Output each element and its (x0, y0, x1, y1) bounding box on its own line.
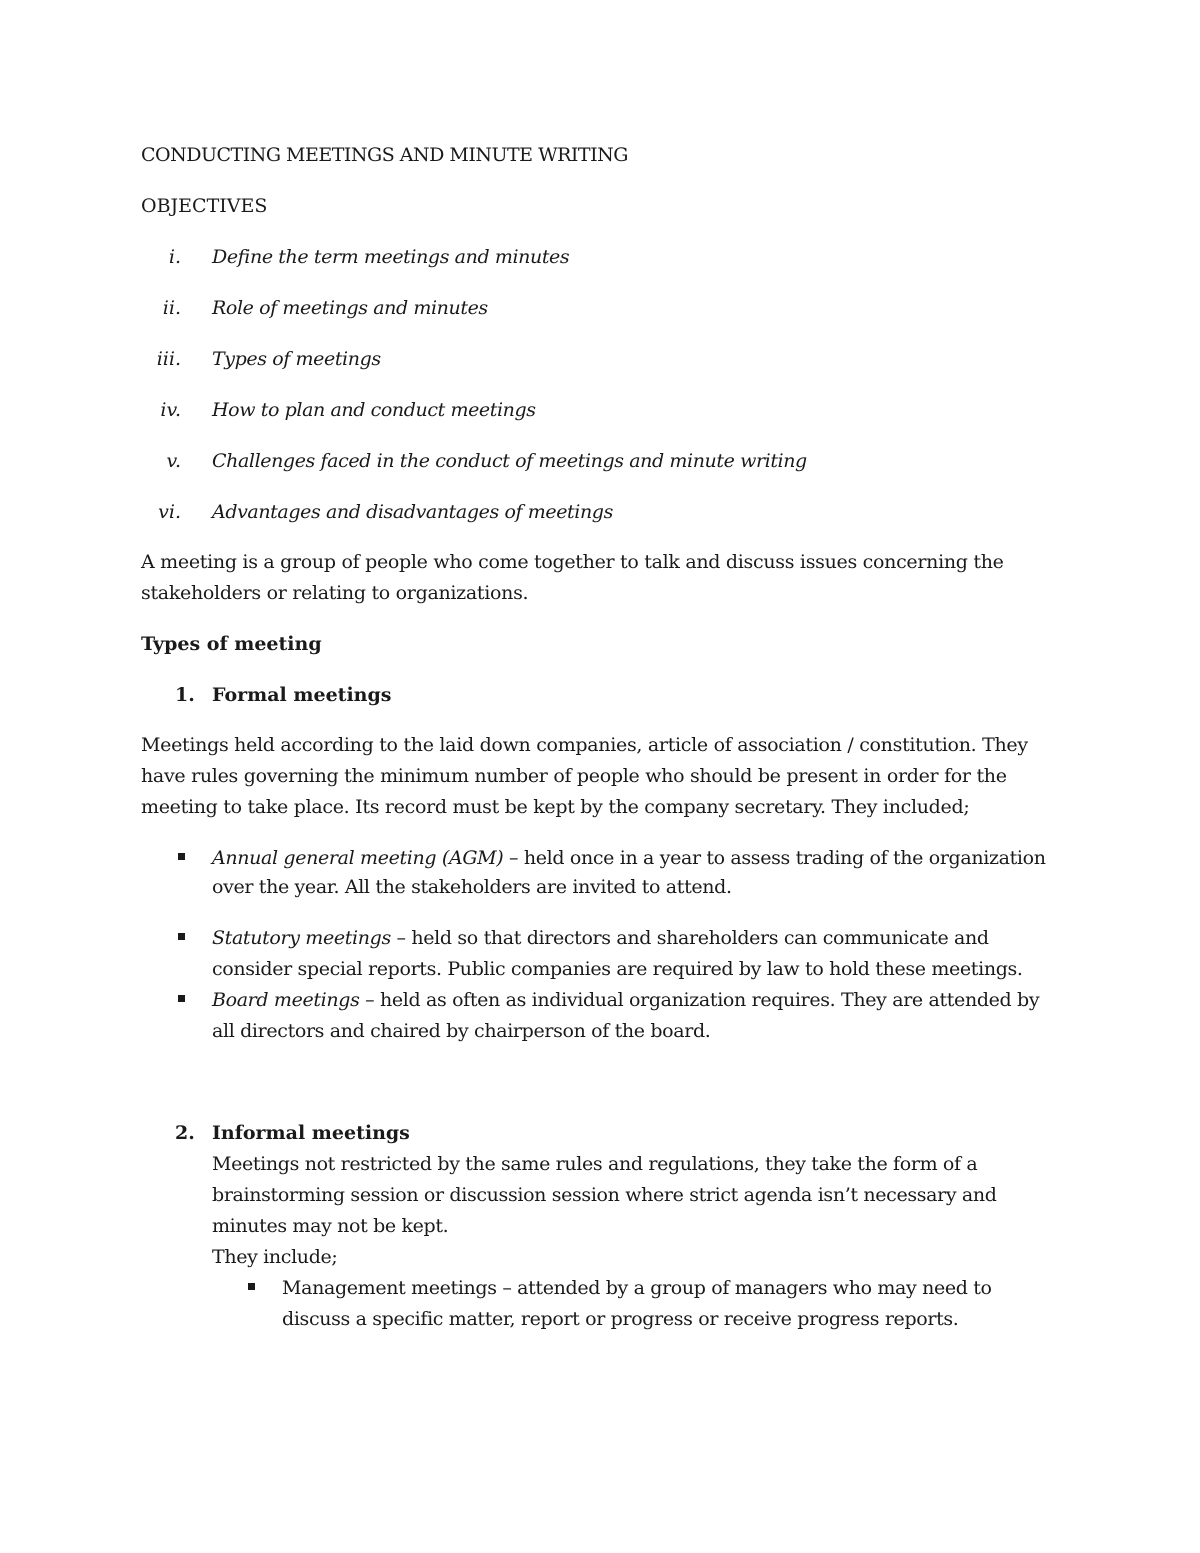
section-number: 1. (175, 684, 195, 706)
paragraph-line: minutes may not be kept. (212, 1215, 449, 1237)
paragraph-line: have rules governing the minimum number of people who should be present in order for the (141, 765, 1007, 787)
bullet-line (212, 926, 989, 950)
list-item-number: ii. (162, 297, 181, 319)
paragraph-line: Meetings held according to the laid down companies, article of association / constitution. They (141, 734, 1028, 756)
bullet-term: Board meetings (212, 989, 360, 1011)
list-item-number: iv. (160, 399, 181, 421)
bullet-line: Management meetings – attended by a group of managers who may need to (282, 1277, 992, 1299)
list-item-text: Challenges faced in the conduct of meetings and minute writing (212, 450, 807, 472)
bullet-term: Annual general meeting (AGM) (212, 847, 504, 869)
section-heading: Formal meetings (212, 684, 392, 706)
list-item-number: v. (166, 450, 181, 472)
bullet-icon (178, 995, 185, 1002)
bullet-line: discuss a specific matter, report or progress or receive progress reports. (282, 1308, 959, 1330)
bullet-line: over the year. All the stakeholders are invited to attend. (212, 876, 732, 898)
list-item-number: i. (168, 246, 181, 268)
list-item-text: Role of meetings and minutes (212, 297, 488, 319)
list-item-text: How to plan and conduct meetings (212, 399, 536, 421)
paragraph-line: A meeting is a group of people who come together to talk and discuss issues concerning the (141, 551, 1004, 573)
section-heading: Informal meetings (212, 1122, 410, 1144)
paragraph-line: brainstorming session or discussion session where strict agenda isn’t necessary and (212, 1184, 997, 1206)
list-item-text: Advantages and disadvantages of meetings (212, 501, 613, 523)
bullet-icon (248, 1283, 255, 1290)
paragraph-line: meeting to take place. Its record must be kept by the company secretary. They included; (141, 796, 970, 818)
bullet-description: – held as often as individual organization requires. They are attended by (359, 989, 1040, 1011)
list-item-number: iii. (156, 348, 181, 370)
paragraph-line: Meetings not restricted by the same rules and regulations, they take the form of a (212, 1153, 978, 1175)
objectives-heading: OBJECTIVES (141, 195, 268, 217)
bullet-line: all directors and chaired by chairperson of the board. (212, 1020, 711, 1042)
list-item-number: vi. (158, 501, 181, 523)
bullet-description: – held once in a year to assess trading of the organization (503, 847, 1046, 869)
section-number: 2. (175, 1122, 195, 1144)
bullet-term: Statutory meetings (212, 927, 391, 949)
bullet-line (212, 846, 1046, 870)
document-title: CONDUCTING MEETINGS AND MINUTE WRITING (141, 144, 628, 166)
list-item-text: Types of meetings (212, 348, 381, 370)
types-heading: Types of meeting (141, 633, 322, 655)
bullet-icon (178, 933, 185, 940)
list-item-text: Define the term meetings and minutes (212, 246, 570, 268)
bullet-icon (178, 853, 185, 860)
bullet-line (212, 988, 1039, 1012)
bullet-line: consider special reports. Public companies are required by law to hold these meetings. (212, 958, 1023, 980)
paragraph-line: They include; (212, 1246, 338, 1268)
paragraph-line: stakeholders or relating to organizations. (141, 582, 529, 604)
bullet-description: – held so that directors and shareholders can communicate and (390, 927, 989, 949)
